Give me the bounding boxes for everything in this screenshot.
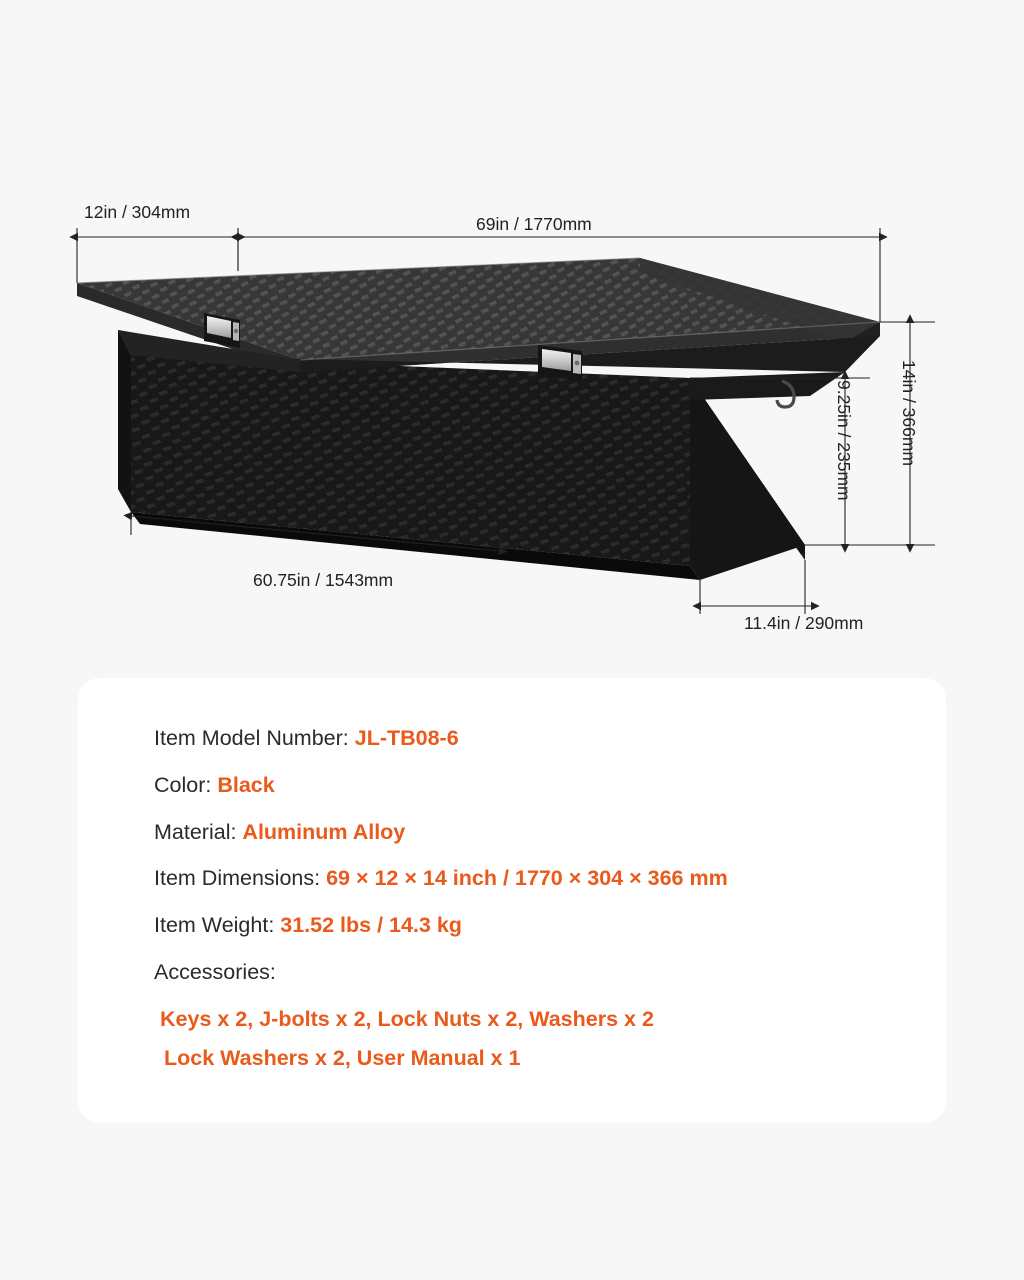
spec-row — [154, 866, 916, 892]
label-height-body: 9.25in / 235mm — [834, 380, 854, 501]
dimension-depth-top — [77, 202, 238, 283]
specification-card — [78, 678, 946, 1123]
spec-row — [154, 726, 916, 752]
spec-value-dimensions: 69 × 12 × 14 inch / 1770 × 304 × 366 mm — [326, 866, 728, 891]
label-depth-bottom: 11.4in / 290mm — [744, 613, 864, 633]
spec-label-accessories: Accessories: — [154, 959, 276, 984]
spec-value-weight: 31.52 lbs / 14.3 kg — [280, 913, 462, 938]
label-depth-top: 12in / 304mm — [84, 202, 191, 222]
tool-box-illustration — [77, 258, 880, 580]
spec-value-color: Black — [217, 772, 275, 797]
label-height-total: 14in / 366mm — [899, 360, 919, 467]
spec-value-model: JL-TB08-6 — [354, 726, 459, 750]
spec-row — [154, 820, 916, 846]
specification-list — [154, 726, 916, 1085]
label-length-top: 69in / 1770mm — [476, 214, 592, 234]
spec-label-material: Material: — [154, 819, 243, 844]
accessories-line-2: Lock Washers x 2, User Manual x 1 — [164, 1045, 521, 1070]
spec-label-dimensions: Item Dimensions: — [154, 866, 327, 891]
spec-row — [154, 773, 916, 799]
spec-label-model: Item Model Number: — [154, 726, 355, 750]
spec-value-material: Aluminum Alloy — [242, 819, 406, 844]
spec-row-accessories — [154, 960, 916, 986]
spec-row — [154, 913, 916, 939]
label-length-bottom: 60.75in / 1543mm — [253, 570, 394, 590]
spec-label-color: Color: — [154, 772, 218, 797]
latch-right — [538, 345, 582, 381]
spec-label-weight: Item Weight: — [154, 913, 281, 938]
accessories-line-1: Keys x 2, J-bolts x 2, Lock Nuts x 2, Washers x 2 — [160, 1006, 654, 1031]
